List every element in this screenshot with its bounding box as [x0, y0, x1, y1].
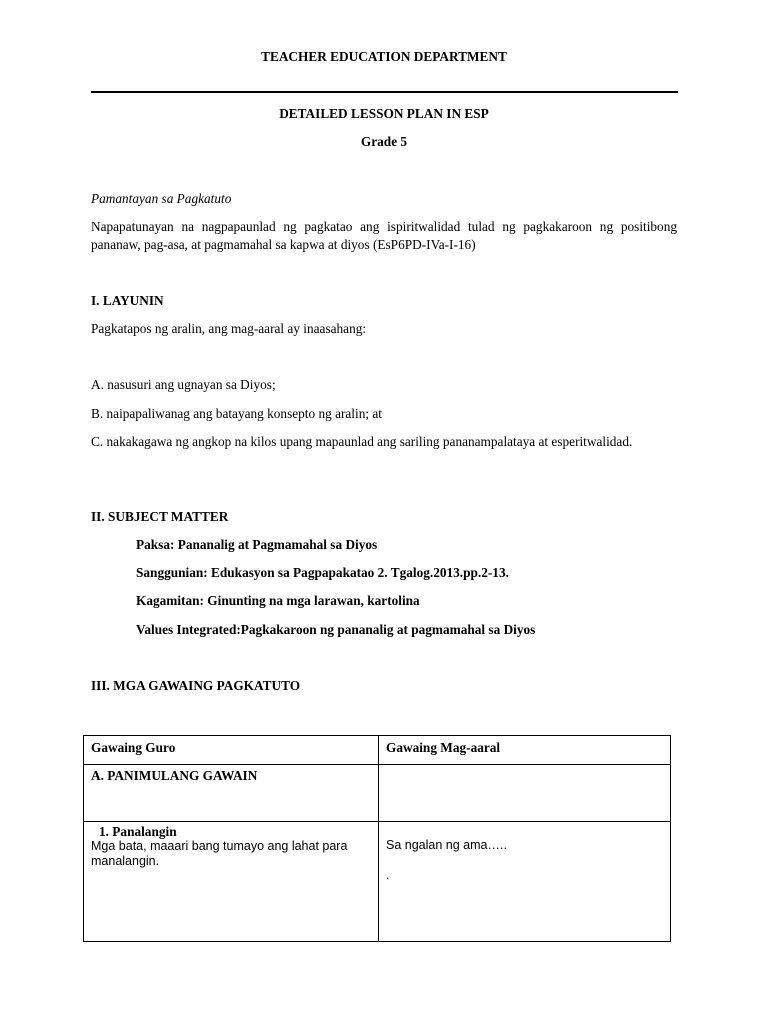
table-cell [84, 822, 379, 942]
subject-matter-heading: II. SUBJECT MATTER [91, 509, 229, 524]
layunin-item-c: C. nakakagawa ng angkop na kilos upang mapaunlad ang sariling pananampalataya at esperitwalidad. [91, 434, 633, 449]
panalangin-magaaral-text: Sa ngalan ng ama….. [386, 838, 507, 852]
header-divider [91, 91, 678, 93]
panimulang-gawain-label: A. PANIMULANG GAWAIN [91, 768, 258, 783]
layunin-heading: I. LAYUNIN [91, 293, 164, 308]
paksa-line: Paksa: Pananalig at Pagmamahal sa Diyos [136, 537, 378, 552]
panalangin-title: 1. Panalangin [99, 824, 177, 839]
table-cell [84, 765, 379, 822]
table-header-cell [84, 736, 379, 765]
table-row [84, 765, 671, 822]
department-heading: TEACHER EDUCATION DEPARTMENT [261, 49, 507, 64]
kagamitan-line: Kagamitan: Ginunting na mga larawan, kartolina [136, 593, 420, 608]
layunin-item-a: A. nasusuri ang ugnayan sa Diyos; [91, 377, 276, 392]
panalangin-magaaral-dot: . [386, 868, 390, 882]
document-title: DETAILED LESSON PLAN IN ESP [279, 106, 489, 121]
panalangin-guro-text: Mga bata, maaari bang tumayo ang lahat para manalangin. [91, 839, 348, 868]
pamantayan-text: Napapatunayan na nagpapaunlad ng pagkatao ang ispiritwalidad tulad ng pagkakaroon ng positibong pananaw, pag-asa, at pagmamahal sa kapwa at diyos (EsP6PD-IVa-I-16) [91, 219, 677, 252]
gawain-heading: III. MGA GAWAING PAGKATUTO [91, 678, 301, 693]
table-header-cell [379, 736, 671, 765]
table-header-row [84, 736, 671, 765]
pamantayan-heading: Pamantayan sa Pagkatuto [91, 191, 232, 206]
grade-label: Grade 5 [360, 134, 408, 149]
activities-table [83, 735, 671, 942]
layunin-item-b: B. naipapaliwanag ang batayang konsepto ng aralin; at [91, 406, 382, 421]
values-line: Values Integrated:Pagkakaroon ng pananalig at pagmamahal sa Diyos [136, 622, 536, 637]
table-cell [379, 765, 671, 822]
col-magaaral-header: Gawaing Mag-aaral [386, 740, 501, 755]
sanggunian-line: Sanggunian: Edukasyon sa Pagpapakatao 2. Tgalog.2013.pp.2-13. [136, 565, 509, 580]
col-guro-header: Gawaing Guro [91, 740, 176, 755]
layunin-intro: Pagkatapos ng aralin, ang mag-aaral ay inaasahang: [91, 321, 367, 336]
table-cell [379, 822, 671, 942]
table-row [84, 822, 671, 942]
